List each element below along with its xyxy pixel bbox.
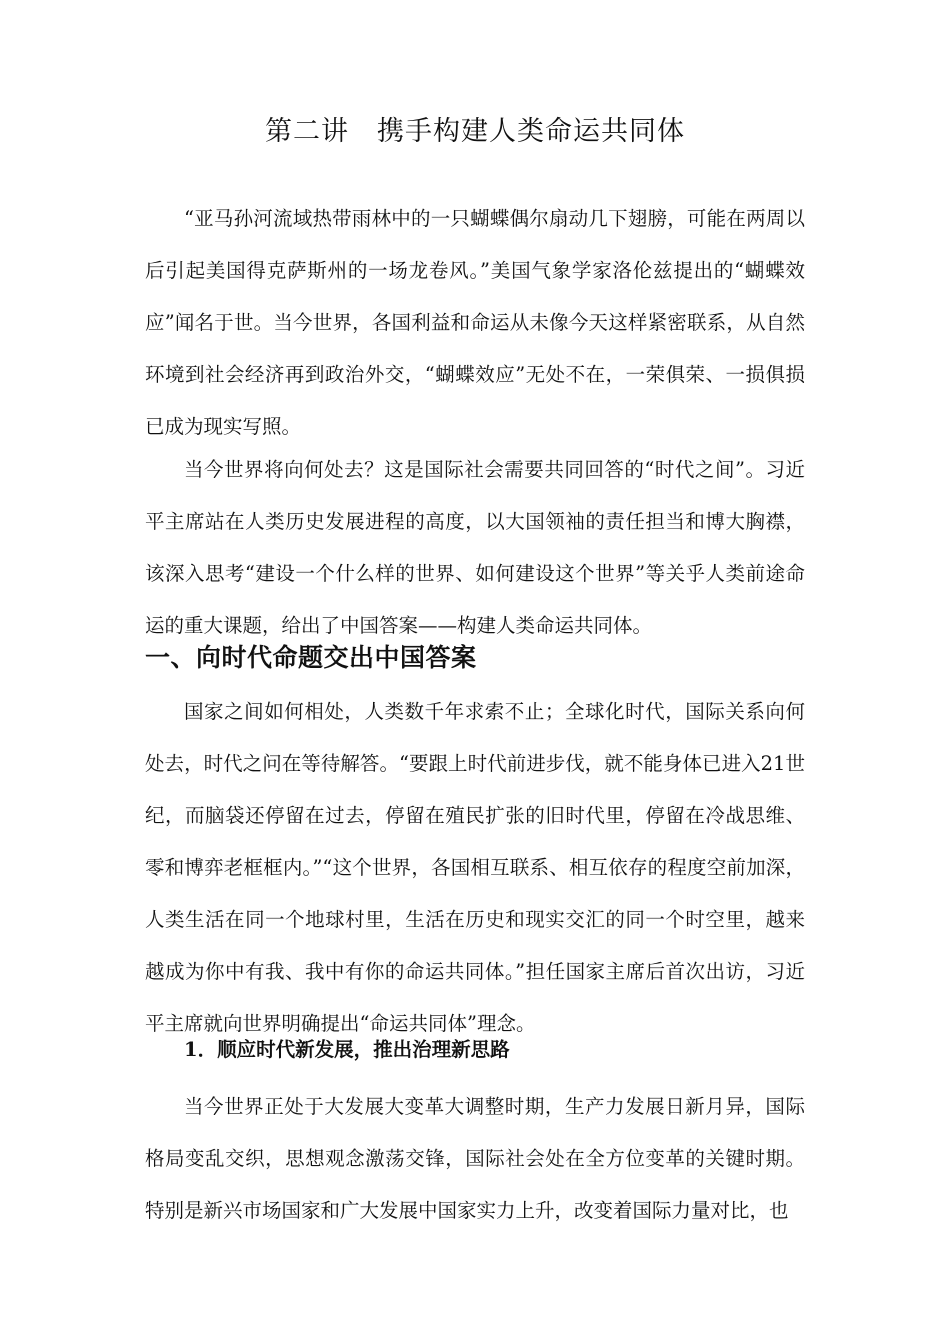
section-paragraph: 国家之间如何相处，人类数千年求索不止；全球化时代，国际关系向何处去，时代之问在等待解答。“要跟上时代前进步伐，就不能身体已进入21世纪，而脑袋还停留在过去，停留在殖民扩张的旧时代里，停留在冷战思维、零和博弈老框框内。”“这个世界，各国相互联系、相互依存的程度空前加深，人类生活在同一个地球村里，生活在历史和现实交汇的同一个时空里，越来越成为你中有我、我中有你的命运共同体。”担任国家主席后首次出访，习近平主席就向世界明确提出“命运共同体”理念。: [145, 700, 805, 1035]
subsection-paragraph: 当今世界正处于大发展大变革大调整时期，生产力发展日新月异，国际格局变乱交织，思想观念激荡交锋，国际社会处在全方位变革的关键时期。特别是新兴市场国家和广大发展中国家实力上升，改变着国际力量对比，也: [145, 1095, 805, 1222]
intro-paragraph-butterfly-effect: “亚马孙河流域热带雨林中的一只蝴蝶偶尔扇动几下翅膀，可能在两周以后引起美国得克萨斯州的一场龙卷风。”美国气象学家洛伦兹提出的“蝴蝶效应”闻名于世。当今世界，各国利益和命运从未像今天这样紧密联系，从自然环境到社会经济再到政治外交，“蝴蝶效应”无处不在，一荣俱荣、一损俱损已成为现实写照。: [145, 207, 805, 438]
section-heading: 一、向时代命题交出中国答案: [145, 643, 477, 672]
lecture-title: 第二讲 携手构建人类命运共同体: [265, 116, 685, 147]
intro-paragraph-chinese-answer: 当今世界将向何处去？这是国际社会需要共同回答的“时代之间”。习近平主席站在人类历史发展进程的高度，以大国领袖的责任担当和博大胸襟，该深入思考“建设一个什么样的世界、如何建设这个世界”等关乎人类前途命运的重大课题，给出了中国答案——构建人类命运共同体。: [145, 458, 805, 637]
subsection-heading: 1．顺应时代新发展，推出治理新思路: [184, 1038, 510, 1061]
